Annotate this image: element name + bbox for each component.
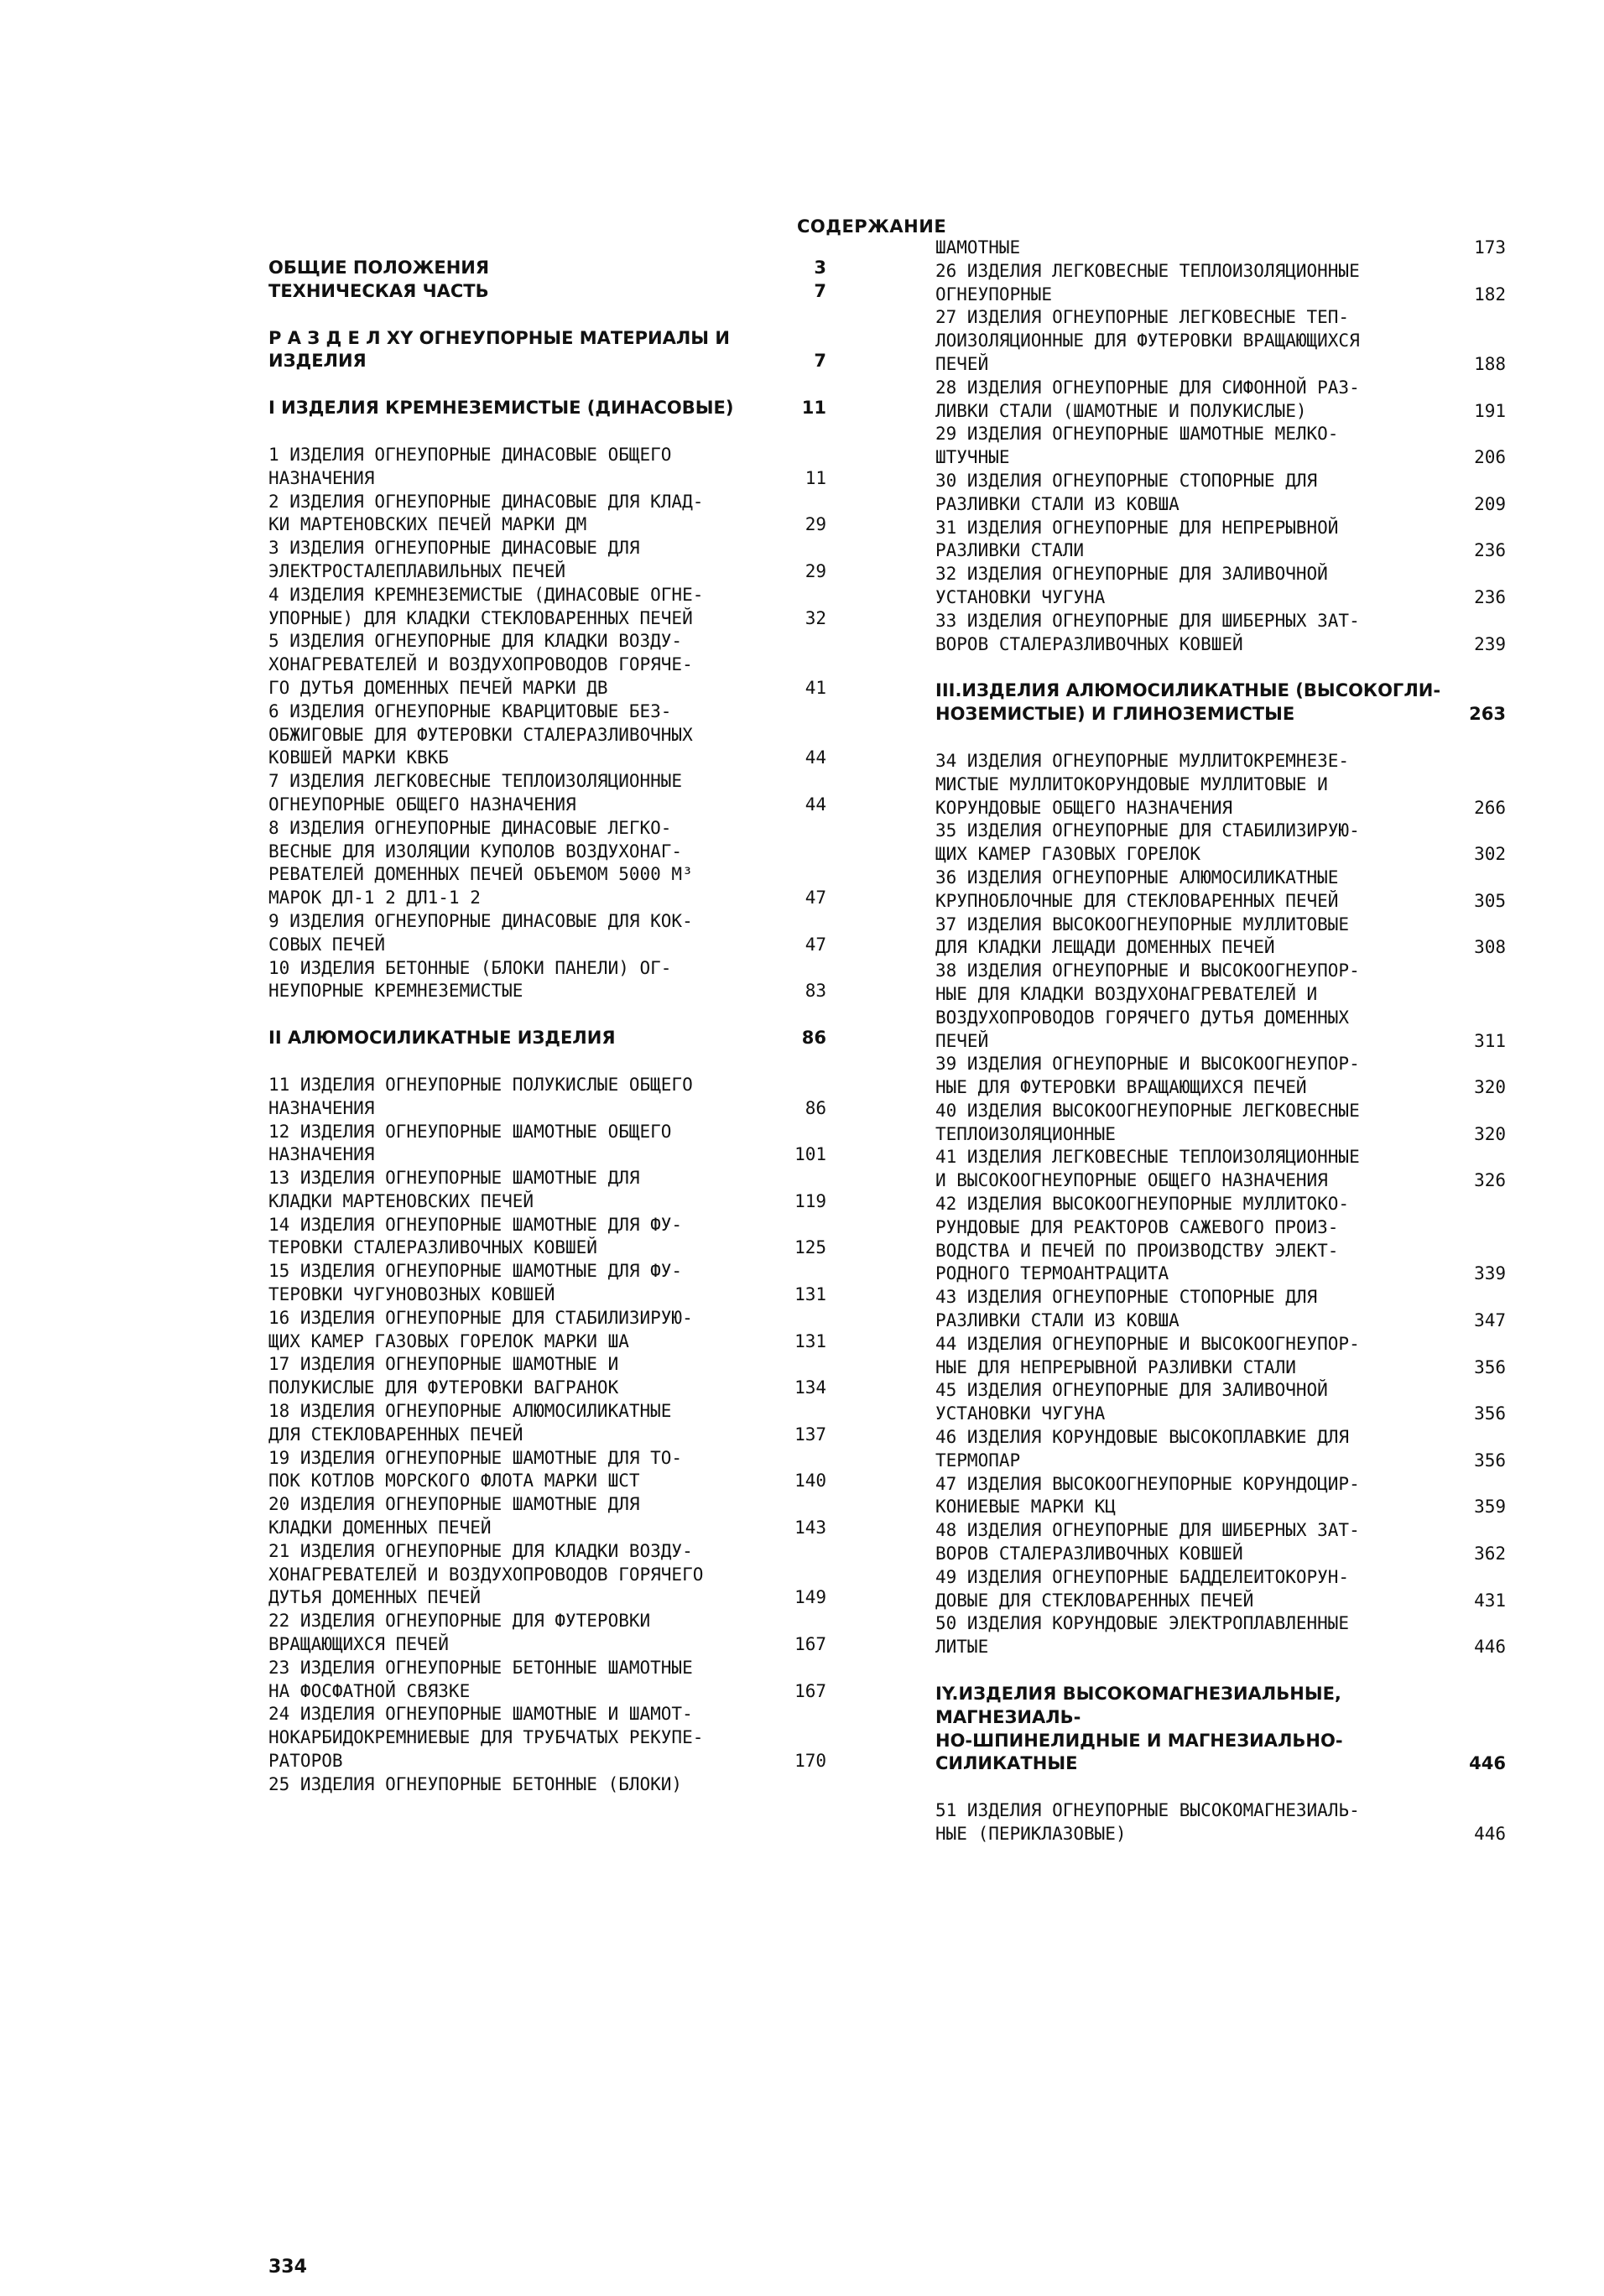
toc-entry (935, 1566, 1506, 1613)
toc-entry-title: 22 ИЗДЕЛИЯ ОГНЕУПОРНЫЕ ДЛЯ ФУТЕРОВКИ ВРАЩАЮЩИХСЯ ПЕЧЕЙ (268, 1611, 651, 1655)
toc-entry (268, 1260, 826, 1307)
toc-entry (935, 377, 1506, 424)
toc-entry-title: 40 ИЗДЕЛИЯ ВЫСОКООГНЕУПОРНЫЕ ЛЕГКОВЕСНЫЕ ТЕПЛОИЗОЛЯЦИОННЫЕ (935, 1100, 1360, 1144)
toc-entry-title: II АЛЮМОСИЛИКАТНЫЕ ИЗДЕЛИЯ (268, 1028, 616, 1049)
toc-entry-page: 47 (805, 888, 826, 909)
toc-entry (268, 1353, 826, 1400)
toc-entry-title: 5 ИЗДЕЛИЯ ОГНЕУПОРНЫЕ ДЛЯ КЛАДКИ ВОЗДУ- ХОНАГРЕВАТЕЛЕЙ И ВОЗДУХОПРОВОДОВ ГОРЯЧЕ- ГО ДУТЬЯ ДОМЕННЫХ ПЕЧЕЙ МАРКИ ДВ (268, 631, 693, 698)
toc-entry-title: 30 ИЗДЕЛИЯ ОГНЕУПОРНЫЕ СТОПОРНЫЕ ДЛЯ РАЗЛИВКИ СТАЛИ ИЗ КОВША (935, 470, 1318, 514)
toc-entry-page: 446 (1474, 1824, 1506, 1844)
toc-entry-page: 134 (794, 1377, 826, 1398)
toc-entry-title: ТЕХНИЧЕСКАЯ ЧАСТЬ (268, 280, 489, 301)
toc-entry (268, 1214, 826, 1261)
toc-section-heading (935, 679, 1506, 726)
toc-entry-page: 356 (1474, 1403, 1506, 1424)
toc-entry-title: 41 ИЗДЕЛИЯ ЛЕГКОВЕСНЫЕ ТЕПЛОИЗОЛЯЦИОННЫЕ И ВЫСОКООГНЕУПОРНЫЕ ОБЩЕГО НАЗНАЧЕНИЯ (935, 1147, 1360, 1191)
toc-entry-title: 35 ИЗДЕЛИЯ ОГНЕУПОРНЫЕ ДЛЯ СТАБИЛИЗИРУЮ- ЩИХ КАМЕР ГАЗОВЫХ ГОРЕЛОК (935, 820, 1360, 865)
toc-entry-title: 44 ИЗДЕЛИЯ ОГНЕУПОРНЫЕ И ВЫСОКООГНЕУПОР- НЫЕ ДЛЯ НЕПРЕРЫВНОЙ РАЗЛИВКИ СТАЛИ (935, 1333, 1360, 1377)
toc-entry-page: 32 (805, 607, 826, 628)
toc-entry-page: 446 (1474, 1637, 1506, 1658)
toc-entry-title: 37 ИЗДЕЛИЯ ВЫСОКООГНЕУПОРНЫЕ МУЛЛИТОВЫЕ ДЛЯ КЛАДКИ ЛЕЩАДИ ДОМЕННЫХ ПЕЧЕЙ (935, 914, 1350, 958)
toc-entry-page: 263 (1469, 704, 1506, 725)
toc-entry (268, 910, 826, 957)
toc-entry (935, 563, 1506, 610)
toc-entry-title: 38 ИЗДЕЛИЯ ОГНЕУПОРНЫЕ И ВЫСОКООГНЕУПОР- НЫЕ ДЛЯ КЛАДКИ ВОЗДУХОНАГРЕВАТЕЛЕЙ И ВОЗДУХОПРОВОДОВ ГОРЯЧЕГО ДУТЬЯ ДОМЕННЫХ ПЕЧЕЙ (935, 961, 1360, 1051)
toc-entry-title: 25 ИЗДЕЛИЯ ОГНЕУПОРНЫЕ БЕТОННЫЕ (БЛОКИ) (268, 1773, 683, 1794)
toc-entry-page: 167 (794, 1680, 826, 1701)
toc-entry (935, 1426, 1506, 1473)
toc-entry-page: 356 (1474, 1356, 1506, 1377)
toc-entry-title: III.ИЗДЕЛИЯ АЛЮМОСИЛИКАТНЫЕ (ВЫСОКОГЛИ- НОЗЕМИСТЫЕ) И ГЛИНОЗЕМИСТЫЕ (935, 680, 1441, 725)
toc-entry-page: 326 (1474, 1170, 1506, 1191)
toc-entry (935, 260, 1506, 307)
toc-entry-title: 2 ИЗДЕЛИЯ ОГНЕУПОРНЫЕ ДИНАСОВЫЕ ДЛЯ КЛАД- КИ МАРТЕНОВСКИХ ПЕЧЕЙ МАРКИ ДМ (268, 491, 704, 535)
toc-entry-title: 31 ИЗДЕЛИЯ ОГНЕУПОРНЫЕ ДЛЯ НЕПРЕРЫВНОЙ РАЗЛИВКИ СТАЛИ (935, 517, 1339, 561)
toc-entry-page: 362 (1474, 1544, 1506, 1565)
toc-entry (935, 1379, 1506, 1426)
toc-entry (268, 1703, 826, 1773)
toc-entry (935, 914, 1506, 961)
toc-entry-title: 43 ИЗДЕЛИЯ ОГНЕУПОРНЫЕ СТОПОРНЫЕ ДЛЯ РАЗЛИВКИ СТАЛИ ИЗ КОВША (935, 1287, 1318, 1331)
toc-entry-page: 125 (794, 1237, 826, 1258)
toc-entry-page: 308 (1474, 937, 1506, 958)
toc-entry-title: Р А З Д Е Л XY ОГНЕУПОРНЫЕ МАТЕРИАЛЫ И ИЗДЕЛИЯ (268, 327, 730, 372)
toc-entry (935, 750, 1506, 820)
toc-entry-page: 236 (1474, 586, 1506, 607)
toc-entry-title: 9 ИЗДЕЛИЯ ОГНЕУПОРНЫЕ ДИНАСОВЫЕ ДЛЯ КОК- СОВЫХ ПЕЧЕЙ (268, 910, 693, 955)
toc-entry (935, 1193, 1506, 1286)
toc-entry-page: 29 (805, 560, 826, 581)
toc-entry-page: 7 (814, 280, 826, 301)
toc-entry (268, 444, 826, 491)
toc-entry-page: 7 (814, 351, 826, 372)
toc-entry (268, 817, 826, 910)
toc-entry-title: 49 ИЗДЕЛИЯ ОГНЕУПОРНЫЕ БАДДЕЛЕИТОКОРУН- ДОВЫЕ ДЛЯ СТЕКЛОВАРЕННЫХ ПЕЧЕЙ (935, 1566, 1350, 1611)
toc-entry-title: 36 ИЗДЕЛИЯ ОГНЕУПОРНЫЕ АЛЮМОСИЛИКАТНЫЕ КРУПНОБЛОЧНЫЕ ДЛЯ СТЕКЛОВАРЕННЫХ ПЕЧЕЙ (935, 867, 1339, 911)
toc-entry-title: 26 ИЗДЕЛИЯ ЛЕГКОВЕСНЫЕ ТЕПЛОИЗОЛЯЦИОННЫЕ ОГНЕУПОРНЫЕ (935, 260, 1360, 305)
toc-section-heading (268, 327, 826, 374)
toc-entry (268, 630, 826, 700)
toc-entry-page: 131 (794, 1284, 826, 1305)
toc-entry-title: 20 ИЗДЕЛИЯ ОГНЕУПОРНЫЕ ШАМОТНЫЕ ДЛЯ КЛАДКИ ДОМЕННЫХ ПЕЧЕЙ (268, 1494, 640, 1538)
toc-entry (935, 470, 1506, 517)
toc-entry-title: 12 ИЗДЕЛИЯ ОГНЕУПОРНЫЕ ШАМОТНЫЕ ОБЩЕГО НАЗНАЧЕНИЯ (268, 1121, 672, 1165)
toc-entry-page: 11 (801, 398, 826, 419)
toc-entry (268, 1773, 826, 1797)
toc-entry (935, 867, 1506, 914)
toc-entry-title: 3 ИЗДЕЛИЯ ОГНЕУПОРНЫЕ ДИНАСОВЫЕ ДЛЯ ЭЛЕКТРОСТАЛЕПЛАВИЛЬНЫХ ПЕЧЕЙ (268, 538, 640, 581)
toc-entry (935, 820, 1506, 867)
toc-entry-title: 32 ИЗДЕЛИЯ ОГНЕУПОРНЫЕ ДЛЯ ЗАЛИВОЧНОЙ УСТАНОВКИ ЧУГУНА (935, 564, 1328, 607)
toc-entry-page: 266 (1474, 797, 1506, 818)
toc-entry-title: 34 ИЗДЕЛИЯ ОГНЕУПОРНЫЕ МУЛЛИТОКРЕМНЕЗЕ- МИСТЫЕ МУЛЛИТОКОРУНДОВЫЕ МУЛЛИТОВЫЕ И КОРУНДОВЫЕ ОБЩЕГО НАЗНАЧЕНИЯ (935, 750, 1350, 818)
toc-entry-title: 15 ИЗДЕЛИЯ ОГНЕУПОРНЫЕ ШАМОТНЫЕ ДЛЯ ФУ- ТЕРОВКИ ЧУГУНОВОЗНЫХ КОВШЕЙ (268, 1261, 683, 1305)
toc-entry (268, 1074, 826, 1121)
toc-entry-title: 14 ИЗДЕЛИЯ ОГНЕУПОРНЫЕ ШАМОТНЫЕ ДЛЯ ФУ- ТЕРОВКИ СТАЛЕРАЗЛИВОЧНЫХ КОВШЕЙ (268, 1214, 683, 1258)
toc-entry-title: 27 ИЗДЕЛИЯ ОГНЕУПОРНЫЕ ЛЕГКОВЕСНЫЕ ТЕП- ЛОИЗОЛЯЦИОННЫЕ ДЛЯ ФУТЕРОВКИ ВРАЩАЮЩИХСЯ ПЕЧЕЙ (935, 307, 1360, 374)
toc-entry-page: 302 (1474, 844, 1506, 865)
toc-entry-title: 46 ИЗДЕЛИЯ КОРУНДОВЫЕ ВЫСОКОПЛАВКИЕ ДЛЯ ТЕРМОПАР (935, 1427, 1350, 1471)
toc-entry-page: 209 (1474, 493, 1506, 514)
toc-entry-page: 347 (1474, 1310, 1506, 1331)
toc-entry-title: 1 ИЗДЕЛИЯ ОГНЕУПОРНЫЕ ДИНАСОВЫЕ ОБЩЕГО НАЗНАЧЕНИЯ (268, 444, 672, 488)
toc-entry-title: 24 ИЗДЕЛИЯ ОГНЕУПОРНЫЕ ШАМОТНЫЕ И ШАМОТ- НОКАРБИДОКРЕМНИЕВЫЕ ДЛЯ ТРУБЧАТЫХ РЕКУПЕ- РАТОРОВ (268, 1704, 704, 1772)
toc-entry-title: 21 ИЗДЕЛИЯ ОГНЕУПОРНЫЕ ДЛЯ КЛАДКИ ВОЗДУ- ХОНАГРЕВАТЕЛЕЙ И ВОЗДУХОПРОВОДОВ ГОРЯЧЕГО ДУТЬЯ ДОМЕННЫХ ПЕЧЕЙ (268, 1540, 704, 1608)
toc-entry-page: 356 (1474, 1450, 1506, 1471)
toc-entry (268, 1307, 826, 1354)
toc-entry-page: 41 (805, 677, 826, 698)
toc-entry-page: 3 (814, 258, 826, 278)
toc-entry (268, 1540, 826, 1610)
toc-entry-title: ШАМОТНЫЕ (935, 237, 1021, 258)
toc-right-column (935, 237, 1506, 1846)
toc-entry-page: 83 (805, 981, 826, 1002)
toc-section-heading (268, 1027, 826, 1050)
toc-left-column (268, 257, 826, 1797)
toc-entry (935, 306, 1506, 376)
toc-entry-title: 4 ИЗДЕЛИЯ КРЕМНЕЗЕМИСТЫЕ (ДИНАСОВЫЕ ОГНЕ- УПОРНЫЕ) ДЛЯ КЛАДКИ СТЕКЛОВАРЕННЫХ ПЕЧЕЙ (268, 584, 704, 628)
toc-entry (268, 957, 826, 1004)
toc-entry-page: 320 (1474, 1077, 1506, 1098)
toc-entry (935, 1333, 1506, 1380)
toc-entry (268, 1610, 826, 1657)
toc-entry-page: 431 (1474, 1590, 1506, 1611)
toc-entry (268, 1121, 826, 1168)
toc-entry-title: I ИЗДЕЛИЯ КРЕМНЕЗЕМИСТЫЕ (ДИНАСОВЫЕ) (268, 398, 734, 419)
toc-entry-title: 23 ИЗДЕЛИЯ ОГНЕУПОРНЫЕ БЕТОННЫЕ ШАМОТНЫЕ НА ФОСФАТНОЙ СВЯЗКЕ (268, 1657, 693, 1701)
toc-entry-title: 13 ИЗДЕЛИЯ ОГНЕУПОРНЫЕ ШАМОТНЫЕ ДЛЯ КЛАДКИ МАРТЕНОВСКИХ ПЕЧЕЙ (268, 1168, 640, 1211)
toc-entry-page: 191 (1474, 400, 1506, 421)
toc-entry-title: 18 ИЗДЕЛИЯ ОГНЕУПОРНЫЕ АЛЮМОСИЛИКАТНЫЕ ДЛЯ СТЕКЛОВАРЕННЫХ ПЕЧЕЙ (268, 1401, 672, 1445)
toc-entry-title: 48 ИЗДЕЛИЯ ОГНЕУПОРНЫЕ ДЛЯ ШИБЕРНЫХ ЗАТ- ВОРОВ СТАЛЕРАЗЛИВОЧНЫХ КОВШЕЙ (935, 1520, 1360, 1565)
toc-entry (268, 491, 826, 538)
toc-entry-page: 131 (794, 1330, 826, 1351)
toc-entry-page: 86 (801, 1028, 826, 1049)
toc-entry-title: 47 ИЗДЕЛИЯ ВЫСОКООГНЕУПОРНЫЕ КОРУНДОЦИР- КОНИЕВЫЕ МАРКИ КЦ (935, 1473, 1360, 1518)
toc-entry (935, 423, 1506, 470)
toc-entry-page: 446 (1469, 1753, 1506, 1774)
toc-entry (935, 237, 1506, 260)
toc-entry (268, 1447, 826, 1494)
toc-entry-page: 29 (805, 514, 826, 535)
toc-entry-page: 173 (1474, 237, 1506, 258)
toc-entry (268, 1493, 826, 1540)
toc-entry-page: 143 (794, 1518, 826, 1538)
toc-entry-page: 140 (794, 1471, 826, 1492)
toc-entry (935, 1100, 1506, 1147)
toc-entry-page: 119 (794, 1190, 826, 1211)
toc-entry (935, 1799, 1506, 1846)
toc-entry-page: 359 (1474, 1497, 1506, 1518)
toc-entry (935, 1473, 1506, 1520)
toc-entry-title: 45 ИЗДЕЛИЯ ОГНЕУПОРНЫЕ ДЛЯ ЗАЛИВОЧНОЙ УСТАНОВКИ ЧУГУНА (935, 1380, 1328, 1424)
toc-entry-title: 6 ИЗДЕЛИЯ ОГНЕУПОРНЫЕ КВАРЦИТОВЫЕ БЕЗ- ОБЖИГОВЫЕ ДЛЯ ФУТЕРОВКИ СТАЛЕРАЗЛИВОЧНЫХ КОВШЕЙ МАРКИ КВКБ (268, 700, 693, 768)
toc-entry-title: 19 ИЗДЕЛИЯ ОГНЕУПОРНЫЕ ШАМОТНЫЕ ДЛЯ ТО- ПОК КОТЛОВ МОРСКОГО ФЛОТА МАРКИ ШСТ (268, 1447, 683, 1492)
toc-entry-title: 50 ИЗДЕЛИЯ КОРУНДОВЫЕ ЭЛЕКТРОПЛАВЛЕННЫЕ ЛИТЫЕ (935, 1613, 1350, 1658)
toc-entry-page: 86 (805, 1097, 826, 1118)
toc-entry-title: 10 ИЗДЕЛИЯ БЕТОННЫЕ (БЛОКИ ПАНЕЛИ) ОГ- НЕУПОРНЫЕ КРЕМНЕЗЕМИСТЫЕ (268, 957, 672, 1002)
toc-entry (268, 1657, 826, 1704)
toc-entry-page: 11 (805, 467, 826, 488)
toc-entry-page: 320 (1474, 1123, 1506, 1144)
toc-entry (935, 1053, 1506, 1100)
toc-entry-title: 17 ИЗДЕЛИЯ ОГНЕУПОРНЫЕ ШАМОТНЫЕ И ПОЛУКИСЛЫЕ ДЛЯ ФУТЕРОВКИ ВАГРАНОК (268, 1354, 619, 1398)
toc-entry-page: 149 (794, 1587, 826, 1608)
toc-entry-page: 236 (1474, 540, 1506, 561)
toc-entry-page: 206 (1474, 447, 1506, 468)
toc-entry-title: 8 ИЗДЕЛИЯ ОГНЕУПОРНЫЕ ДИНАСОВЫЕ ЛЕГКО- ВЕСНЫЕ ДЛЯ ИЗОЛЯЦИИ КУПОЛОВ ВОЗДУХОНАГ- РЕВАТЕЛЕЙ ДОМЕННЫХ ПЕЧЕЙ ОБЪЕМОМ 5000 М³ МАРОК ДЛ-1 2 ДЛ1-1 2 (268, 817, 693, 909)
toc-entry (268, 584, 826, 631)
toc-entry-page: 188 (1474, 353, 1506, 374)
toc-entry-page: 44 (805, 794, 826, 815)
toc-entry-title: 51 ИЗДЕЛИЯ ОГНЕУПОРНЫЕ ВЫСОКОМАГНЕЗИАЛЬ- НЫЕ (ПЕРИКЛАЗОВЫЕ) (935, 1800, 1360, 1844)
toc-section-heading (268, 257, 826, 280)
toc-entry-page: 305 (1474, 890, 1506, 911)
page-title: СОДЕРЖАНИЕ (797, 216, 947, 237)
toc-entry-title: ОБЩИЕ ПОЛОЖЕНИЯ (268, 258, 490, 278)
toc-entry (268, 1167, 826, 1214)
toc-entry (935, 1612, 1506, 1659)
toc-entry (935, 610, 1506, 657)
toc-entry-title: 42 ИЗДЕЛИЯ ВЫСОКООГНЕУПОРНЫЕ МУЛЛИТОКО- РУНДОВЫЕ ДЛЯ РЕАКТОРОВ САЖЕВОГО ПРОИЗ- ВОДСТВА И ПЕЧЕЙ ПО ПРОИЗВОДСТВУ ЭЛЕКТ- РОДНОГО ТЕРМОАНТРАЦИТА (935, 1194, 1350, 1284)
toc-entry-page: 239 (1474, 633, 1506, 654)
toc-entry-title: IY.ИЗДЕЛИЯ ВЫСОКОМАГНЕЗИАЛЬНЫЕ, МАГНЕЗИАЛЬ- НО-ШПИНЕЛИДНЫЕ И МАГНЕЗИАЛЬНО-СИЛИКАТНЫЕ (935, 1684, 1343, 1774)
toc-entry-page: 101 (794, 1144, 826, 1165)
toc-section-heading (935, 1683, 1506, 1776)
toc-entry-title: 28 ИЗДЕЛИЯ ОГНЕУПОРНЫЕ ДЛЯ СИФОННОЙ РАЗ- ЛИВКИ СТАЛИ (ШАМОТНЫЕ И ПОЛУКИСЛЫЕ) (935, 377, 1360, 421)
toc-section-heading (268, 397, 826, 420)
toc-entry-page: 44 (805, 747, 826, 768)
toc-entry (935, 517, 1506, 564)
toc-entry-title: 11 ИЗДЕЛИЯ ОГНЕУПОРНЫЕ ПОЛУКИСЛЫЕ ОБЩЕГО НАЗНАЧЕНИЯ (268, 1074, 693, 1118)
toc-entry-page: 339 (1474, 1263, 1506, 1284)
toc-entry (935, 1286, 1506, 1333)
toc-entry (935, 1519, 1506, 1566)
page-number: 334 (268, 2257, 307, 2278)
toc-entry-title: 16 ИЗДЕЛИЯ ОГНЕУПОРНЫЕ ДЛЯ СТАБИЛИЗИРУЮ- ЩИХ КАМЕР ГАЗОВЫХ ГОРЕЛОК МАРКИ ША (268, 1307, 693, 1351)
toc-entry-title: 39 ИЗДЕЛИЯ ОГНЕУПОРНЫЕ И ВЫСОКООГНЕУПОР- НЫЕ ДЛЯ ФУТЕРОВКИ ВРАЩАЮЩИХСЯ ПЕЧЕЙ (935, 1054, 1360, 1098)
toc-entry-page: 137 (794, 1424, 826, 1445)
toc-entry-page: 47 (805, 934, 826, 955)
toc-entry (268, 770, 826, 817)
toc-entry (268, 537, 826, 584)
toc-entry-page: 311 (1474, 1030, 1506, 1051)
toc-section-heading (268, 280, 826, 304)
toc-entry (935, 1146, 1506, 1193)
toc-entry (268, 700, 826, 770)
toc-entry (268, 1400, 826, 1447)
toc-entry-title: 29 ИЗДЕЛИЯ ОГНЕУПОРНЫЕ ШАМОТНЫЕ МЕЛКО- ШТУЧНЫЕ (935, 424, 1339, 468)
toc-entry-title: 7 ИЗДЕЛИЯ ЛЕГКОВЕСНЫЕ ТЕПЛОИЗОЛЯЦИОННЫЕ ОГНЕУПОРНЫЕ ОБЩЕГО НАЗНАЧЕНИЯ (268, 771, 683, 815)
toc-entry-page: 167 (794, 1634, 826, 1655)
toc-entry-page: 170 (794, 1751, 826, 1772)
toc-entry (935, 960, 1506, 1053)
toc-entry-title: 33 ИЗДЕЛИЯ ОГНЕУПОРНЫЕ ДЛЯ ШИБЕРНЫХ ЗАТ- ВОРОВ СТАЛЕРАЗЛИВОЧНЫХ КОВШЕЙ (935, 610, 1360, 654)
toc-entry-page: 182 (1474, 284, 1506, 305)
